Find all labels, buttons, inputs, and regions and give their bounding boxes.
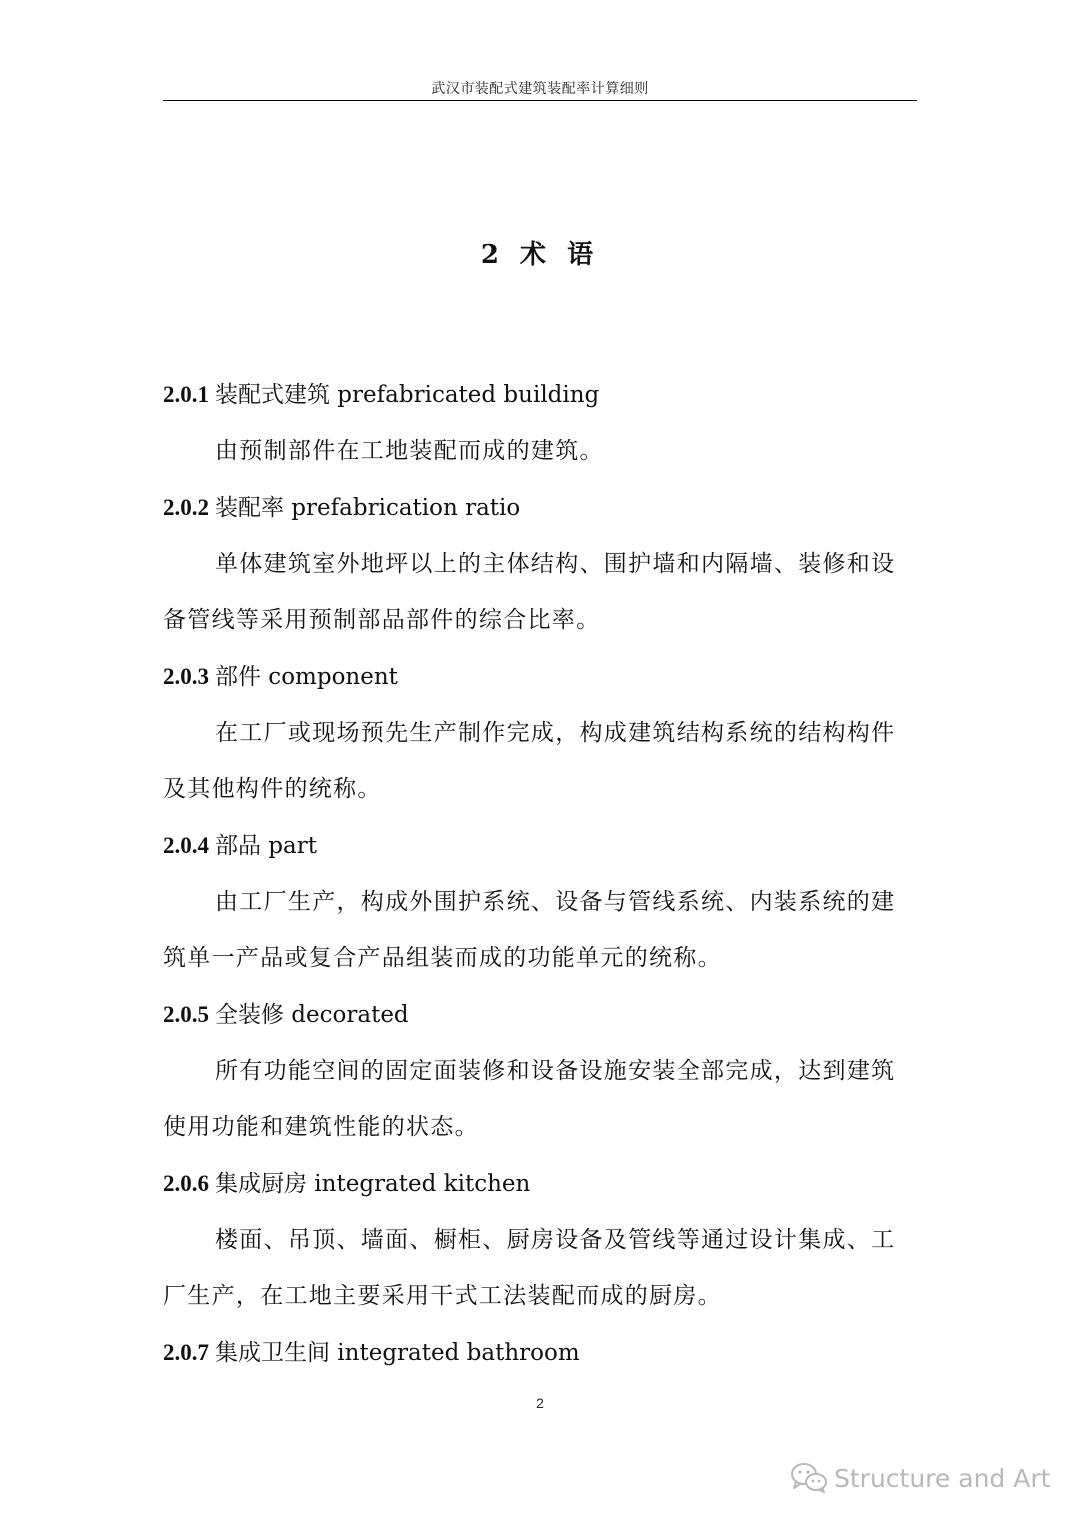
term-name: 集成厨房 integrated kitchen	[215, 1170, 531, 1197]
term-heading	[163, 1339, 917, 1367]
watermark	[790, 1462, 1050, 1494]
term-number: 2.0.4	[163, 832, 209, 858]
term-heading	[163, 494, 917, 522]
term-number: 2.0.7	[163, 1339, 209, 1365]
term-definition: 在工厂或现场预先生产制作完成，构成建筑结构系统的结构构件及其他构件的统称。	[163, 719, 896, 802]
term-definition: 楼面、吊顶、墙面、橱柜、厨房设备及管线等通过设计集成、工厂生产，在工地主要采用干式工法装配而成的厨房。	[163, 1226, 896, 1309]
watermark-text: Structure and Art	[834, 1463, 1051, 1493]
wechat-icon	[790, 1462, 828, 1494]
term-definition: 所有功能空间的固定面装修和设备设施安装全部完成，达到建筑使用功能和建筑性能的状态。	[163, 1057, 896, 1140]
term-heading	[163, 1001, 917, 1029]
term-name: 全装修 decorated	[215, 1001, 409, 1028]
term-number: 2.0.1	[163, 382, 209, 407]
term-heading	[163, 1170, 917, 1198]
term-heading	[163, 381, 917, 409]
term-name: 集成卫生间 integrated bathroom	[215, 1339, 580, 1366]
term-number: 2.0.5	[163, 1001, 209, 1027]
page-number: 2	[536, 1395, 544, 1411]
term-definition: 由预制部件在工地装配而成的建筑。	[215, 438, 604, 464]
term-name: 装配式建筑 prefabricated building	[215, 382, 600, 408]
term-heading	[163, 832, 917, 860]
running-header: 武汉市装配式建筑装配率计算细则	[431, 81, 649, 97]
terms-section	[163, 381, 917, 1395]
term-number: 2.0.3	[163, 663, 209, 689]
term-number: 2.0.2	[163, 494, 209, 520]
term-name: 部件 component	[215, 663, 398, 690]
term-definition: 单体建筑室外地坪以上的主体结构、围护墙和内隔墙、装修和设备管线等采用预制部品部件的综合比率。	[163, 550, 896, 633]
term-name: 装配率 prefabrication ratio	[215, 494, 521, 521]
chapter-title: 2 术 语	[480, 240, 600, 270]
term-definition: 由工厂生产，构成外围护系统、设备与管线系统、内装系统的建筑单一产品或复合产品组装而成的功能单元的统称。	[163, 888, 896, 971]
header-divider	[163, 100, 917, 101]
term-name: 部品 part	[215, 832, 317, 859]
term-heading	[163, 663, 917, 691]
term-number: 2.0.6	[163, 1170, 209, 1196]
